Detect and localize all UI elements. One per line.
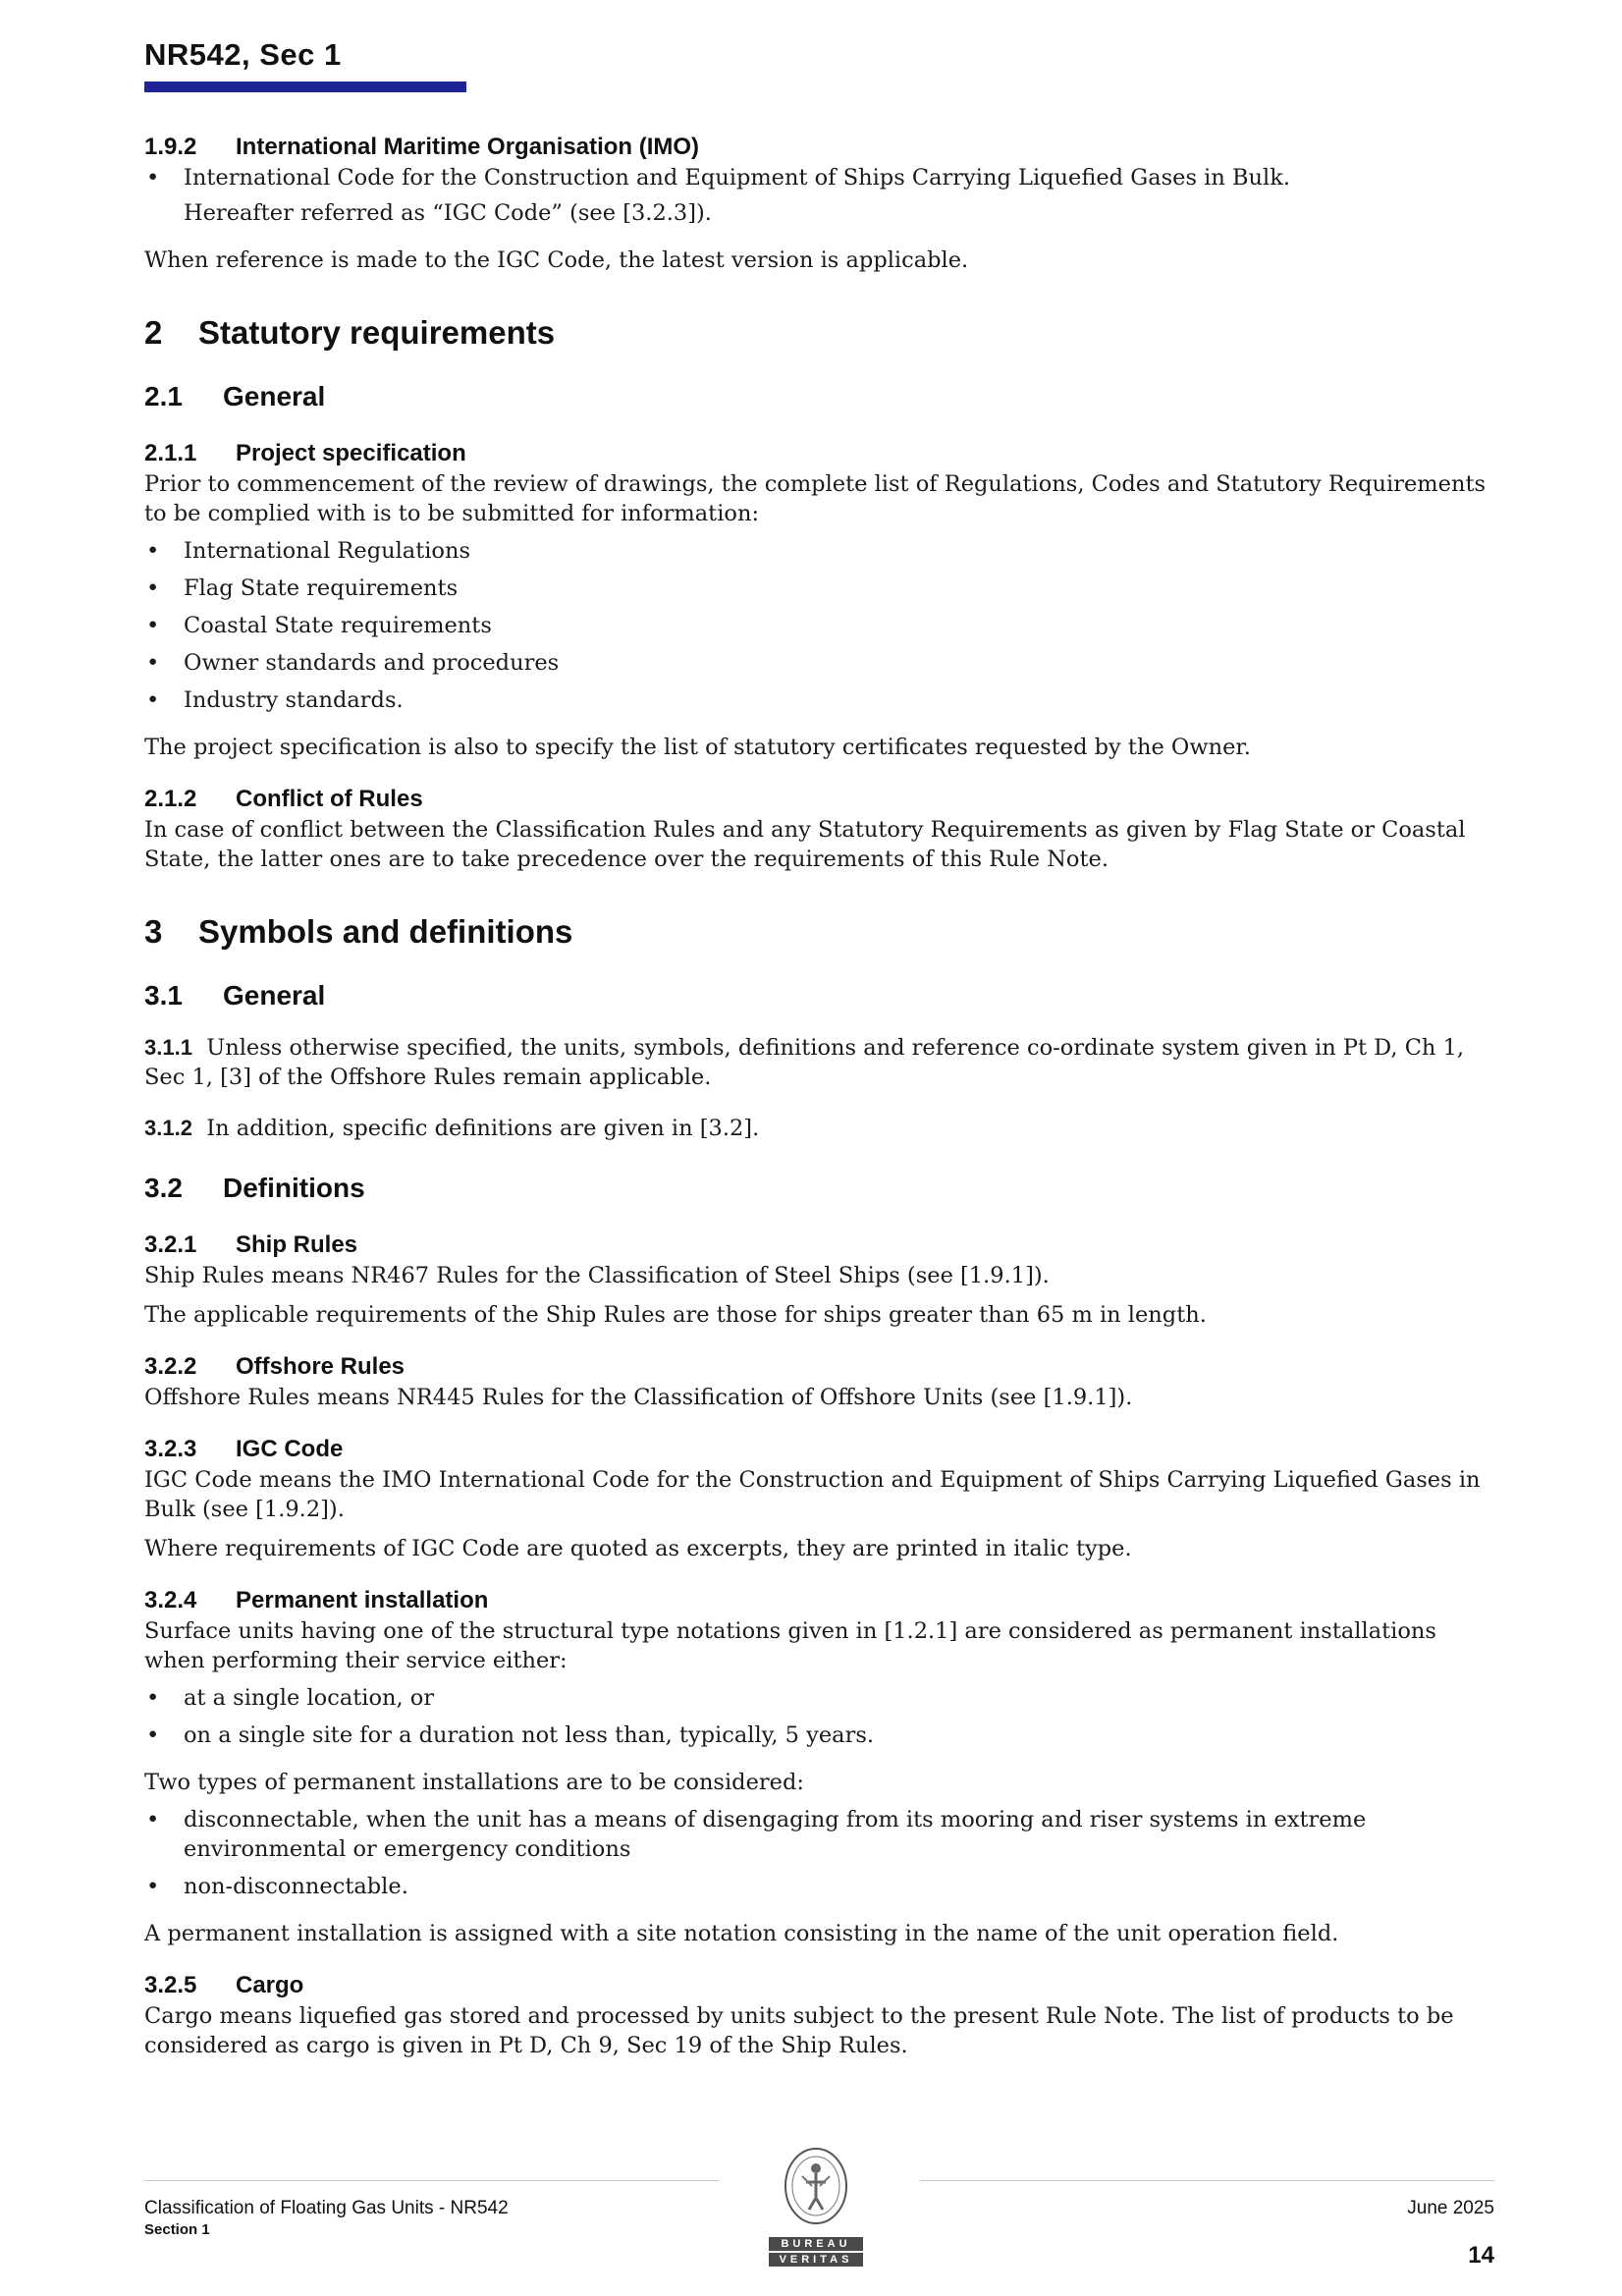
- list-item: • Flag State requirements: [144, 574, 1494, 603]
- list-item: • Coastal State requirements: [144, 611, 1494, 640]
- footer-section-label: Section 1: [144, 2221, 210, 2238]
- paragraph-3-1-1: 3.1.1 Unless otherwise specified, the units, symbols, definitions and reference co-ordinate system given in Pt D, Ch 1, Sec 1, [3] of the Offshore Rules remain applicable.: [144, 1035, 1465, 1090]
- paragraph: The project specification is also to specify the list of statutory certificates requested by the Owner.: [144, 735, 1251, 760]
- paragraph: A permanent installation is assigned with a site notation consisting in the name of the unit operation field.: [144, 1921, 1339, 1946]
- list-item: • at a single location, or: [144, 1683, 1494, 1713]
- heading-3: 3 Symbols and definitions: [144, 913, 573, 950]
- footer-rule-right: [920, 2180, 1494, 2181]
- list-item: • Industry standards.: [144, 685, 1494, 715]
- paragraph: The applicable requirements of the Ship Rules are those for ships greater than 65 m in length.: [144, 1302, 1207, 1328]
- list-item: • International Regulations: [144, 536, 1494, 566]
- paragraph: When reference is made to the IGC Code, the latest version is applicable.: [144, 247, 969, 273]
- logo-text-bureau: BUREAU: [769, 2237, 863, 2251]
- paragraph: Offshore Rules means NR445 Rules for the Classification of Offshore Units (see [1.9.1]).: [144, 1385, 1133, 1410]
- bullet-list: [144, 1805, 1494, 1901]
- bureau-veritas-logo: [764, 2147, 868, 2270]
- bullet-list: [144, 1683, 1494, 1750]
- bullet-list: [144, 536, 1494, 715]
- paragraph: IGC Code means the IMO International Code for the Construction and Equipment of Ships Carrying Liquefied Gases in Bulk (see [1.9.2]).: [144, 1467, 1481, 1522]
- logo-text-veritas: VERITAS: [769, 2253, 863, 2267]
- bureau-veritas-seal-icon: [783, 2147, 849, 2231]
- footer-date: June 2025: [1407, 2198, 1494, 2218]
- paragraph: Ship Rules means NR467 Rules for the Classification of Steel Ships (see [1.9.1]).: [144, 1263, 1050, 1288]
- paragraph: In case of conflict between the Classification Rules and any Statutory Requirements as given by Flag State or Coastal State, the latter ones are to take precedence over the requirements of this Rule Note.: [144, 817, 1466, 872]
- list-item: • non-disconnectable.: [144, 1872, 1494, 1901]
- heading-3-2: 3.2 Definitions: [144, 1173, 365, 1203]
- paragraph-3-1-2: 3.1.2 In addition, specific definitions are given in [3.2].: [144, 1116, 760, 1141]
- list-item: • Owner standards and procedures: [144, 648, 1494, 678]
- footer-rule-left: [144, 2180, 719, 2181]
- heading-3-2-5: 3.2.5 Cargo: [144, 1972, 304, 1998]
- heading-3-1: 3.1 General: [144, 980, 326, 1011]
- running-header-title: NR542, Sec 1: [144, 37, 342, 72]
- page-number: 14: [1468, 2242, 1494, 2269]
- paragraph: Cargo means liquefied gas stored and processed by units subject to the present Rule Note. The list of products to be considered as cargo is given in Pt D, Ch 9, Sec 19 of the Ship Rules.: [144, 2003, 1454, 2058]
- heading-2-1-1: 2.1.1 Project specification: [144, 440, 466, 466]
- footer-document-title: Classification of Floating Gas Units - NR542: [144, 2198, 509, 2218]
- paragraph: Two types of permanent installations are to be considered:: [144, 1770, 804, 1795]
- heading-2-1-2: 2.1.2 Conflict of Rules: [144, 786, 423, 812]
- list-item: • on a single site for a duration not less than, typically, 5 years.: [144, 1721, 1494, 1750]
- heading-3-2-1: 3.2.1 Ship Rules: [144, 1231, 358, 1258]
- bullet-continuation: Hereafter referred as “IGC Code” (see [3.2.3]).: [184, 200, 712, 226]
- list-item: • disconnectable, when the unit has a means of disengaging from its mooring and riser systems in extreme environmental or emergency conditions: [144, 1805, 1494, 1864]
- page-body: [144, 134, 1494, 2060]
- heading-3-2-3: 3.2.3 IGC Code: [144, 1436, 344, 1462]
- list-item: • International Code for the Construction and Equipment of Ships Carrying Liquefied Gases in Bulk.: [144, 163, 1494, 192]
- heading-2-1: 2.1 General: [144, 381, 326, 411]
- heading-3-2-4: 3.2.4 Permanent installation: [144, 1587, 489, 1613]
- paragraph: Prior to commencement of the review of drawings, the complete list of Regulations, Codes and Statutory Requirements to be complied with is to be submitted for information:: [144, 471, 1487, 526]
- heading-3-2-2: 3.2.2 Offshore Rules: [144, 1353, 406, 1380]
- bullet-list: [144, 163, 1494, 192]
- header-accent-bar: [144, 82, 466, 92]
- paragraph: Where requirements of IGC Code are quoted as excerpts, they are printed in italic type.: [144, 1536, 1132, 1561]
- paragraph: Surface units having one of the structural type notations given in [1.2.1] are considered as permanent installations when performing their service either:: [144, 1618, 1436, 1673]
- heading-1-9-2: 1.9.2 International Maritime Organisation (IMO): [144, 134, 700, 160]
- heading-2: 2 Statutory requirements: [144, 314, 556, 351]
